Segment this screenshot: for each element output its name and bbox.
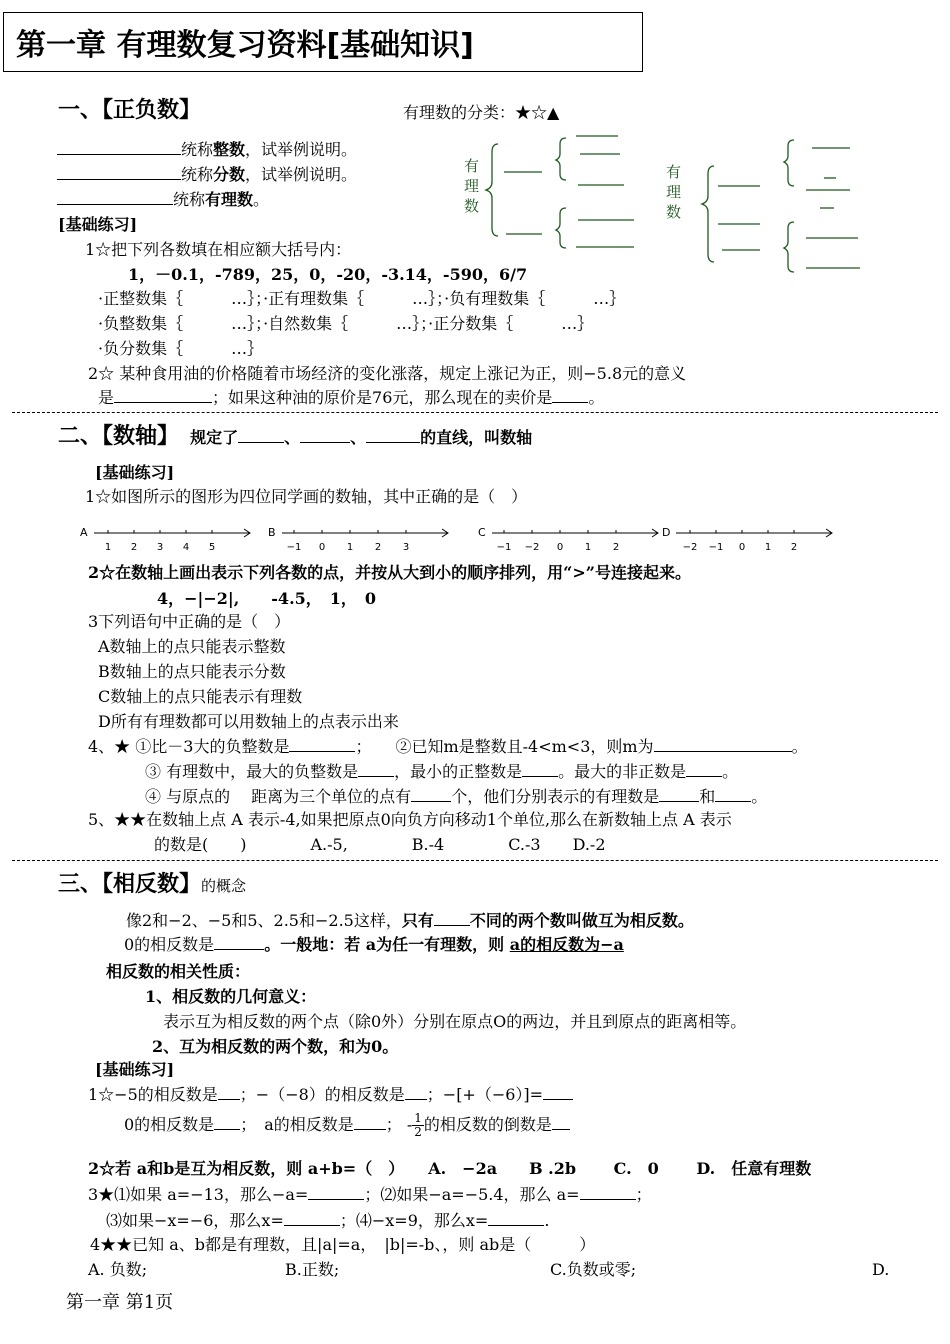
text: ，试举例说明。: [245, 165, 358, 184]
s2-q3-option-c: C数轴上的点只能表示有理数: [98, 687, 303, 706]
axis-tick-label: 1: [764, 542, 772, 553]
s1-q1: 1☆把下列各数填在相应额大括号内：: [85, 240, 352, 259]
numerator: 1: [414, 1111, 422, 1125]
s2-q4-line1: [88, 737, 808, 756]
text: ；−[+（−6）]=: [426, 1085, 544, 1104]
number-line-label: C: [478, 526, 486, 539]
section3-heading-row: [58, 872, 246, 898]
blank[interactable]: [284, 1211, 340, 1226]
text: ⑶如果−x=−6，那么x=: [106, 1211, 284, 1230]
s3-p2: [124, 935, 624, 954]
s3-q3-line2: [106, 1211, 549, 1230]
blank[interactable]: [214, 935, 264, 950]
text: 。: [253, 190, 270, 209]
section1-heading: 一、【正负数】: [58, 98, 202, 123]
title-box: [3, 12, 643, 72]
diagram1-label: 有理数: [464, 157, 480, 215]
denominator: 2: [414, 1125, 422, 1140]
blank[interactable]: [214, 1115, 240, 1130]
text: ； a的相反数是: [240, 1115, 354, 1135]
axis-tick-label: 3: [402, 542, 410, 553]
text: ；: [635, 1185, 652, 1204]
s3-properties: 相反数的相关性质：: [106, 962, 251, 981]
section3-heading: 三、【相反数】: [58, 872, 202, 897]
s3-q4-option-d: D.: [872, 1260, 890, 1279]
axis-tick-label: 1: [346, 542, 354, 553]
text: ；−（−8）的相反数是: [239, 1085, 405, 1104]
s1-line3: [57, 190, 269, 209]
text: 0的相反数是: [124, 1115, 215, 1135]
blank[interactable]: [289, 737, 355, 752]
classification-label: 有理数的分类：★☆▲: [403, 103, 560, 122]
text: 统称: [181, 140, 214, 159]
s3-q2: 2☆若 a和b是互为相反数，则 a+b=（ ） A. −2a B .2b C. 0 D. 任意有理数: [88, 1159, 812, 1178]
s2-q5-line1: 5、★★在数轴上点 A 表示-4,如果把原点0向负方向移动1个单位,那么在新数轴上点 A 表示: [88, 810, 732, 829]
s1-line1: [57, 140, 357, 159]
axis-tick-label: 2: [612, 542, 620, 553]
s1-q1-numbers: 1，－0.1，-789，25，0，-20，-3.14，-590，6/7: [128, 265, 528, 284]
blank[interactable]: [57, 190, 173, 205]
text: a的相反数为−a: [509, 935, 624, 954]
axis-tick-label: 0: [738, 542, 746, 553]
blank[interactable]: [405, 1085, 427, 1100]
text: 个，他们分别表示的有理数是: [451, 787, 660, 806]
page-title: 第一章 有理数复习资料[基础知识]: [16, 28, 474, 63]
s3-q4-option-b: B.正数;: [285, 1260, 340, 1279]
text: 。: [791, 737, 808, 756]
blank[interactable]: [659, 787, 699, 802]
blank[interactable]: [238, 428, 284, 443]
text: 、: [284, 428, 301, 447]
axis-definition: [190, 428, 532, 447]
number-lines: [0, 520, 950, 556]
blank[interactable]: [434, 911, 470, 926]
s2-q3-option-a: A数轴上的点只能表示整数: [98, 637, 286, 656]
section2-heading: 二、【数轴】: [58, 424, 180, 449]
s2-practice-label: [基础练习]: [95, 463, 175, 482]
s3-property2: 2、互为相反数的两个数，和为0。: [152, 1037, 399, 1056]
text: 3★⑴如果 a=−13，那么−a=: [88, 1185, 309, 1204]
text: 是: [98, 388, 115, 407]
s2-q1: 1☆如图所示的图形为四位同学画的数轴，其中正确的是（ ）: [85, 487, 528, 506]
blank[interactable]: [57, 165, 181, 180]
blank[interactable]: [522, 762, 558, 777]
s1-q1-sets-row1: ·正整数集｛ …｝；·正有理数集｛ …｝；·负有理数集｛ …｝: [98, 289, 626, 308]
text: 的概念: [201, 877, 247, 895]
axis-tick-label: 1: [584, 542, 592, 553]
text: ；⑷−x=9，那么x=: [339, 1211, 489, 1230]
text: 统称: [173, 190, 206, 209]
page-footer: 第一章 第1页: [66, 1292, 174, 1313]
s2-q4-line2: [145, 762, 738, 781]
axis-tick-label: −1: [708, 542, 724, 553]
text: 。: [722, 762, 739, 781]
axis-tick-label: −1: [286, 542, 302, 553]
text: 有理数: [205, 190, 254, 209]
blank[interactable]: [300, 428, 350, 443]
number-line-a: [80, 520, 260, 556]
axis-tick-label: 2: [790, 542, 798, 553]
blank[interactable]: [488, 1211, 544, 1226]
number-line-b: [268, 520, 458, 556]
text: 的相反数的倒数是: [423, 1115, 552, 1135]
axis-tick-label: −2: [682, 542, 698, 553]
classification-diagram-2: [700, 134, 870, 274]
s3-p1: [126, 911, 694, 930]
s1-practice-label: [基础练习]: [58, 215, 138, 234]
text: 不同的两个数叫做互为相反数。: [469, 911, 694, 930]
divider: [12, 860, 938, 861]
text: 。: [751, 787, 768, 806]
text: ，最小的正整数是: [394, 762, 523, 781]
fraction: [412, 1112, 424, 1139]
blank[interactable]: [218, 1085, 240, 1100]
s1-q2-line1: 2☆ 某种食用油的价格随着市场经济的变化涨落，规定上涨记为正，则−5.8元的意义: [88, 364, 687, 383]
text: 和: [699, 787, 716, 806]
blank[interactable]: [654, 737, 792, 752]
blank[interactable]: [114, 388, 212, 403]
text: 。: [588, 388, 605, 407]
text: 4、★ ①比－3大的负整数是: [88, 737, 290, 756]
s1-q2-line2: [98, 388, 604, 407]
text: 0的相反数是: [124, 935, 215, 954]
number-line-label: A: [80, 526, 88, 539]
blank[interactable]: [552, 388, 588, 403]
text: 的直线，叫数轴: [420, 428, 533, 447]
s2-q4-line3: [145, 787, 767, 806]
text: 只有: [401, 911, 434, 930]
s3-q4-option-a: A. 负数;: [88, 1260, 148, 1279]
number-line-c: [478, 520, 671, 556]
s2-q3: 3下列语句中正确的是（ ）: [88, 612, 291, 631]
axis-tick-label: 5: [208, 542, 216, 553]
blank[interactable]: [57, 140, 181, 155]
blank[interactable]: [354, 1115, 386, 1130]
s2-q2-numbers: 4，−|−2|, -4.5， 1， 0: [157, 589, 377, 608]
text: ，试举例说明。: [245, 140, 358, 159]
blank[interactable]: [308, 1185, 364, 1200]
s2-q2: 2☆在数轴上画出表示下列各数的点，并按从大到小的顺序排列，用“>”号连接起来。: [88, 563, 691, 582]
text: ；⑵如果−a=−5.4，那么 a=: [364, 1185, 580, 1204]
divider: [12, 412, 938, 413]
blank[interactable]: [552, 1115, 570, 1130]
text: 。最大的非正数是: [558, 762, 687, 781]
s3-q4: 4★★已知 a、b都是有理数，且|a|=a， |b|=-b、，则 ab是（ ）: [90, 1235, 596, 1254]
blank[interactable]: [543, 1085, 573, 1100]
text: 。一般地：若 a为任一有理数，则: [264, 935, 510, 954]
axis-tick-label: −1: [496, 542, 512, 553]
axis-tick-label: 1: [104, 542, 112, 553]
text: 分数: [213, 165, 246, 184]
text: .: [544, 1211, 550, 1230]
s3-q1-line2: [124, 1112, 570, 1139]
blank[interactable]: [686, 762, 722, 777]
number-line-label: B: [268, 526, 276, 539]
diagram2-label: 有理数: [666, 163, 682, 221]
axis-tick-label: 3: [156, 542, 164, 553]
s2-q3-option-d: D所有有理数都可以用数轴上的点表示出来: [98, 712, 399, 731]
text: 、: [350, 428, 367, 447]
axis-tick-label: 4: [182, 542, 190, 553]
text: 规定了: [190, 428, 239, 447]
text: 1☆−5的相反数是: [88, 1085, 218, 1104]
text: ； ②已知m是整数且-4<m<3，则m为: [355, 737, 654, 756]
blank[interactable]: [715, 787, 751, 802]
s1-q1-sets-row2: ·负整数集｛ …｝；·自然数集｛ …｝；·正分数集｛ …｝: [98, 314, 594, 333]
text: ；如果这种油的原价是76元，那么现在的卖价是: [212, 388, 553, 407]
s2-q5-line2: 的数是( ) A.-5, B.-4 C.-3 D.-2: [154, 835, 606, 854]
s3-q4-option-c: C.负数或零;: [550, 1260, 637, 1279]
axis-tick-label: 2: [130, 542, 138, 553]
text: ③ 有理数中，最大的负整数是: [145, 762, 359, 781]
s3-q3-line1: [88, 1185, 652, 1204]
number-line-d: [662, 520, 842, 556]
text: 整数: [213, 140, 246, 159]
axis-tick-label: −2: [524, 542, 540, 553]
s3-property1: 1、相反数的几何意义：: [145, 987, 317, 1006]
s3-q1-line1: [88, 1085, 573, 1104]
classification-diagram-1: [484, 130, 644, 252]
axis-tick-label: 2: [374, 542, 382, 553]
s1-q1-sets-row3: ·负分数集｛ …｝: [98, 339, 264, 358]
blank[interactable]: [411, 787, 451, 802]
s3-practice-label: [基础练习]: [95, 1060, 175, 1079]
blank[interactable]: [580, 1185, 636, 1200]
s3-property1-text: 表示互为相反数的两个点（除0外）分别在原点O的两边，并且到原点的距离相等。: [163, 1012, 747, 1031]
s1-line2: [57, 165, 357, 184]
blank[interactable]: [366, 428, 420, 443]
number-line-label: D: [662, 526, 671, 539]
text: 统称: [181, 165, 214, 184]
s2-q3-option-b: B数轴上的点只能表示分数: [98, 662, 286, 681]
axis-tick-label: 0: [556, 542, 564, 553]
text: ④ 与原点的 距离为三个单位的点有: [145, 787, 412, 806]
blank[interactable]: [358, 762, 394, 777]
axis-tick-label: 0: [318, 542, 326, 553]
text: ； -: [385, 1115, 413, 1135]
text: 像2和−2、−5和5、2.5和−2.5这样，: [126, 911, 402, 930]
section2-heading-row: [58, 424, 532, 450]
